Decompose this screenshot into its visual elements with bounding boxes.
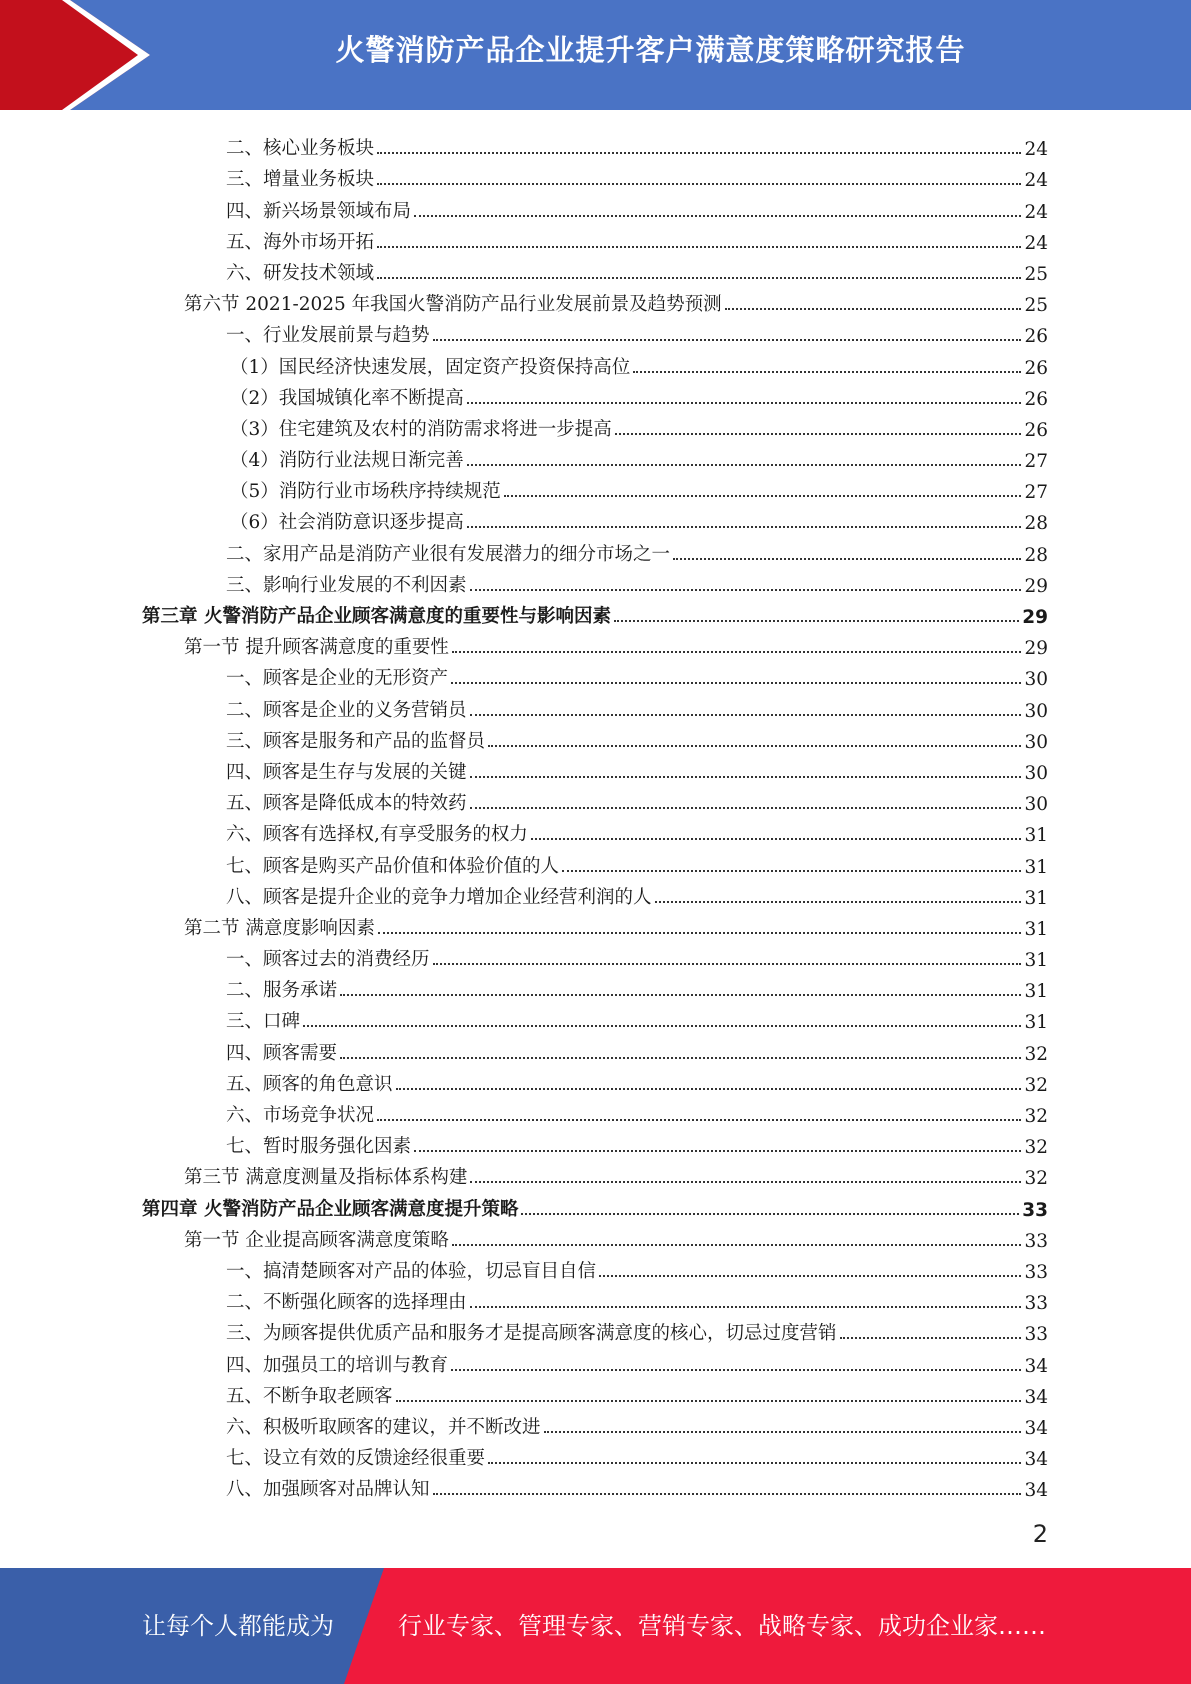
toc-entry-page: 32 bbox=[1024, 1137, 1048, 1159]
toc-entry-title: 三、口碑 bbox=[226, 1011, 301, 1033]
toc-entry-page: 27 bbox=[1024, 451, 1048, 473]
toc-entry-title: 一、行业发展前景与趋势 bbox=[226, 325, 430, 347]
toc-dot-leader bbox=[467, 526, 1022, 528]
toc-dot-leader bbox=[303, 1025, 1021, 1027]
toc-entry-title: 一、搞清楚顾客对产品的体验，切忌盲目自信 bbox=[226, 1260, 597, 1282]
page-footer bbox=[0, 1568, 1191, 1684]
toc-entry-page: 32 bbox=[1024, 1168, 1048, 1190]
toc-item-entry[interactable] bbox=[142, 1283, 1048, 1314]
toc-entry-title: 第一节 企业提高顾客满意度策略 bbox=[184, 1229, 449, 1251]
toc-entry-title: 二、不断强化顾客的选择理由 bbox=[226, 1292, 467, 1314]
toc-entry-page: 25 bbox=[1024, 295, 1048, 317]
toc-item-entry[interactable] bbox=[142, 1345, 1048, 1376]
toc-entry-page: 24 bbox=[1024, 201, 1048, 223]
toc-entry-title: （2）我国城镇化率不断提高 bbox=[230, 387, 464, 409]
toc-item-entry[interactable] bbox=[142, 815, 1048, 846]
toc-entry-page: 34 bbox=[1024, 1417, 1048, 1439]
toc-section-entry[interactable] bbox=[142, 285, 1048, 316]
toc-dot-leader bbox=[377, 152, 1021, 154]
toc-item-entry[interactable] bbox=[142, 1065, 1048, 1096]
toc-item-entry[interactable] bbox=[142, 878, 1048, 909]
toc-section-entry[interactable] bbox=[142, 1221, 1048, 1252]
toc-entry-title: 八、加强顾客对品牌认知 bbox=[226, 1479, 430, 1501]
toc-entry-page: 31 bbox=[1024, 918, 1048, 940]
toc-item-entry[interactable] bbox=[142, 566, 1048, 597]
toc-entry-title: 三、影响行业发展的不利因素 bbox=[226, 574, 467, 596]
toc-chapter-entry[interactable] bbox=[142, 1189, 1048, 1220]
footer-slogan-right: 行业专家、管理专家、营销专家、战略专家、成功企业家…… bbox=[398, 1612, 1046, 1640]
toc-entry-page: 24 bbox=[1024, 232, 1048, 254]
toc-dot-leader bbox=[504, 495, 1022, 497]
toc-item-entry[interactable] bbox=[142, 1096, 1048, 1127]
toc-entry-title: 第四章 火警消防产品企业顾客满意度提升策略 bbox=[142, 1198, 519, 1220]
toc-entry-page: 32 bbox=[1024, 1043, 1048, 1065]
toc-dot-leader bbox=[488, 745, 1021, 747]
toc-entry-page: 24 bbox=[1024, 139, 1048, 161]
toc-entry-title: 七、顾客是购买产品价值和体验价值的人 bbox=[226, 855, 560, 877]
toc-entry-title: 二、服务承诺 bbox=[226, 980, 338, 1002]
toc-item-entry[interactable] bbox=[142, 1470, 1048, 1501]
toc-item-entry[interactable] bbox=[142, 784, 1048, 815]
toc-dot-leader bbox=[562, 870, 1021, 872]
toc-entry-title: 第三章 火警消防产品企业顾客满意度的重要性与影响因素 bbox=[142, 606, 611, 627]
toc-dot-leader bbox=[633, 371, 1021, 373]
toc-item-entry[interactable] bbox=[142, 1033, 1048, 1064]
toc-entry-page: 24 bbox=[1024, 170, 1048, 192]
toc-entry-title: 二、核心业务板块 bbox=[226, 138, 375, 160]
toc-dot-leader bbox=[340, 994, 1021, 996]
toc-entry-title: （1）国民经济快速发展，固定资产投资保持高位 bbox=[230, 356, 631, 378]
toc-entry-page: 31 bbox=[1024, 981, 1048, 1003]
toc-item-entry[interactable] bbox=[142, 1252, 1048, 1283]
toc-entry-title: 五、顾客的角色意识 bbox=[226, 1073, 393, 1095]
table-of-contents bbox=[142, 129, 1048, 1501]
toc-dot-leader bbox=[725, 308, 1022, 310]
toc-entry-page: 33 bbox=[1024, 1293, 1048, 1315]
toc-item-entry[interactable] bbox=[142, 1408, 1048, 1439]
report-title: 火警消防产品企业提升客户满意度策略研究报告 bbox=[335, 33, 966, 67]
toc-dot-leader bbox=[378, 932, 1022, 934]
toc-entry-title: 六、积极听取顾客的建议，并不断改进 bbox=[226, 1416, 541, 1438]
toc-dot-leader bbox=[531, 838, 1022, 840]
toc-dot-leader bbox=[470, 807, 1022, 809]
toc-dot-leader bbox=[451, 682, 1021, 684]
toc-item-entry[interactable] bbox=[142, 690, 1048, 721]
toc-section-entry[interactable] bbox=[142, 628, 1048, 659]
toc-item-entry[interactable] bbox=[142, 223, 1048, 254]
toc-entry-title: 四、顾客需要 bbox=[226, 1042, 338, 1064]
toc-dot-leader bbox=[396, 1088, 1022, 1090]
header-arrow-decoration bbox=[0, 0, 160, 110]
toc-entry-title: 五、不断争取老顾客 bbox=[226, 1385, 393, 1407]
toc-entry-title: 七、设立有效的反馈途经很重要 bbox=[226, 1448, 486, 1470]
toc-chapter-entry[interactable] bbox=[142, 597, 1048, 628]
toc-entry-title: 第三节 满意度测量及指标体系构建 bbox=[184, 1167, 468, 1189]
toc-item-entry[interactable] bbox=[142, 347, 1048, 378]
toc-item-entry[interactable] bbox=[142, 441, 1048, 472]
toc-entry-title: 四、顾客是生存与发展的关键 bbox=[226, 761, 467, 783]
toc-entry-title: 二、顾客是企业的义务营销员 bbox=[226, 699, 467, 721]
toc-item-entry[interactable] bbox=[142, 940, 1048, 971]
toc-entry-page: 25 bbox=[1024, 263, 1048, 285]
toc-dot-leader bbox=[452, 1244, 1022, 1246]
toc-entry-title: 三、增量业务板块 bbox=[226, 169, 375, 191]
toc-dot-leader bbox=[467, 402, 1022, 404]
toc-entry-title: 五、顾客是降低成本的特效药 bbox=[226, 793, 467, 815]
toc-entry-title: 第一节 提升顾客满意度的重要性 bbox=[184, 637, 449, 659]
toc-entry-page: 28 bbox=[1024, 544, 1048, 566]
toc-dot-leader bbox=[414, 215, 1021, 217]
toc-item-entry[interactable] bbox=[142, 472, 1048, 503]
toc-entry-title: 七、暂时服务强化因素 bbox=[226, 1136, 412, 1158]
toc-entry-page: 34 bbox=[1024, 1386, 1048, 1408]
toc-entry-title: 五、海外市场开拓 bbox=[226, 231, 375, 253]
toc-entry-page: 34 bbox=[1024, 1449, 1048, 1471]
toc-entry-title: （3）住宅建筑及农村的消防需求将进一步提高 bbox=[230, 418, 612, 440]
toc-entry-page: 30 bbox=[1024, 669, 1048, 691]
page-header bbox=[0, 0, 1191, 110]
toc-entry-title: 八、顾客是提升企业的竞争力增加企业经营利润的人 bbox=[226, 886, 652, 908]
toc-entry-page: 33 bbox=[1024, 1261, 1048, 1283]
toc-entry-page: 32 bbox=[1024, 1074, 1048, 1096]
toc-dot-leader bbox=[377, 183, 1021, 185]
toc-dot-leader bbox=[414, 1150, 1021, 1152]
toc-item-entry[interactable] bbox=[142, 1314, 1048, 1345]
toc-dot-leader bbox=[433, 339, 1022, 341]
toc-item-entry[interactable] bbox=[142, 846, 1048, 877]
toc-dot-leader bbox=[521, 1213, 1019, 1215]
toc-entry-title: 六、市场竞争状况 bbox=[226, 1105, 375, 1126]
toc-entry-page: 33 bbox=[1024, 1324, 1048, 1346]
toc-dot-leader bbox=[396, 1400, 1022, 1402]
toc-entry-title: 三、顾客是服务和产品的监督员 bbox=[226, 730, 486, 752]
toc-item-entry[interactable] bbox=[142, 1002, 1048, 1033]
toc-entry-title: 第六节 2021-2025 年我国火警消防产品行业发展前景及趋势预测 bbox=[184, 294, 722, 316]
toc-dot-leader bbox=[840, 1337, 1022, 1339]
toc-entry-title: 六、研发技术领域 bbox=[226, 262, 375, 284]
toc-item-entry[interactable] bbox=[142, 160, 1048, 191]
toc-dot-leader bbox=[470, 1306, 1022, 1308]
toc-entry-title: 一、顾客是企业的无形资产 bbox=[226, 668, 449, 690]
toc-dot-leader bbox=[673, 558, 1021, 560]
toc-entry-page: 33 bbox=[1024, 1230, 1048, 1252]
toc-dot-leader bbox=[470, 589, 1022, 591]
toc-dot-leader bbox=[377, 277, 1021, 279]
toc-entry-page: 30 bbox=[1024, 731, 1048, 753]
toc-dot-leader bbox=[615, 433, 1022, 435]
toc-item-entry[interactable] bbox=[142, 1439, 1048, 1470]
page-number: 2 bbox=[1032, 1520, 1048, 1548]
toc-entry-page: 34 bbox=[1024, 1480, 1048, 1502]
toc-item-entry[interactable] bbox=[142, 659, 1048, 690]
toc-entry-title: 四、加强员工的培训与教育 bbox=[226, 1354, 449, 1376]
toc-item-entry[interactable] bbox=[142, 379, 1048, 410]
toc-item-entry[interactable] bbox=[142, 1127, 1048, 1158]
toc-entry-title: （5）消防行业市场秩序持续规范 bbox=[230, 481, 501, 503]
toc-item-entry[interactable] bbox=[142, 410, 1048, 441]
toc-entry-page: 26 bbox=[1024, 326, 1048, 348]
toc-dot-leader bbox=[433, 963, 1022, 965]
toc-dot-leader bbox=[452, 651, 1022, 653]
toc-entry-title: 三、为顾客提供优质产品和服务才是提高顾客满意度的核心，切忌过度营销 bbox=[226, 1323, 837, 1345]
toc-entry-title: 第二节 满意度影响因素 bbox=[184, 917, 375, 939]
toc-entry-page: 30 bbox=[1024, 794, 1048, 816]
toc-entry-page: 30 bbox=[1024, 762, 1048, 784]
toc-dot-leader bbox=[614, 620, 1019, 622]
toc-dot-leader bbox=[599, 1275, 1021, 1277]
toc-entry-page: 31 bbox=[1024, 1012, 1048, 1034]
toc-entry-page: 31 bbox=[1024, 856, 1048, 878]
toc-entry-page: 31 bbox=[1024, 950, 1048, 972]
toc-entry-page: 26 bbox=[1024, 357, 1048, 379]
toc-item-entry[interactable] bbox=[142, 971, 1048, 1002]
toc-entry-page: 29 bbox=[1024, 638, 1048, 660]
toc-item-entry[interactable] bbox=[142, 254, 1048, 285]
toc-entry-title: 一、顾客过去的消费经历 bbox=[226, 949, 430, 971]
toc-section-entry[interactable] bbox=[142, 1158, 1048, 1189]
toc-dot-leader bbox=[470, 1181, 1021, 1183]
toc-dot-leader bbox=[451, 1369, 1021, 1371]
toc-entry-page: 30 bbox=[1024, 700, 1048, 722]
toc-entry-page: 34 bbox=[1024, 1355, 1048, 1377]
toc-dot-leader bbox=[544, 1431, 1022, 1433]
toc-entry-title: （4）消防行业法规日渐完善 bbox=[230, 450, 464, 472]
toc-item-entry[interactable] bbox=[142, 503, 1048, 534]
toc-entry-page: 26 bbox=[1024, 419, 1048, 441]
toc-entry-page: 27 bbox=[1024, 482, 1048, 504]
toc-item-entry[interactable] bbox=[142, 722, 1048, 753]
toc-entry-title: （6）社会消防意识逐步提高 bbox=[230, 512, 464, 534]
toc-item-entry[interactable] bbox=[142, 753, 1048, 784]
toc-entry-page: 29 bbox=[1024, 575, 1048, 597]
toc-dot-leader bbox=[377, 246, 1021, 248]
toc-dot-leader bbox=[470, 776, 1022, 778]
toc-dot-leader bbox=[340, 1057, 1021, 1059]
toc-item-entry[interactable] bbox=[142, 191, 1048, 222]
toc-dot-leader bbox=[377, 1119, 1021, 1121]
toc-item-entry[interactable] bbox=[142, 316, 1048, 347]
toc-entry-title: 二、家用产品是消防产业很有发展潜力的细分市场之一 bbox=[226, 543, 671, 565]
toc-entry-page: 26 bbox=[1024, 388, 1048, 410]
toc-entry-page: 32 bbox=[1024, 1106, 1048, 1127]
toc-item-entry[interactable] bbox=[142, 129, 1048, 160]
toc-section-entry[interactable] bbox=[142, 909, 1048, 940]
toc-dot-leader bbox=[467, 464, 1022, 466]
footer-slogan-left: 让每个人都能成为 bbox=[142, 1612, 334, 1640]
toc-dot-leader bbox=[655, 901, 1022, 903]
toc-entry-page: 33 bbox=[1022, 1199, 1048, 1221]
toc-entry-page: 31 bbox=[1024, 825, 1048, 847]
toc-dot-leader bbox=[433, 1493, 1022, 1495]
toc-entry-page: 29 bbox=[1022, 607, 1048, 628]
toc-entry-title: 六、顾客有选择权,有享受服务的权力 bbox=[226, 824, 528, 846]
toc-dot-leader bbox=[488, 1462, 1021, 1464]
toc-dot-leader bbox=[470, 714, 1022, 716]
toc-entry-title: 四、新兴场景领域布局 bbox=[226, 200, 412, 222]
toc-item-entry[interactable] bbox=[142, 534, 1048, 565]
toc-entry-page: 31 bbox=[1024, 887, 1048, 909]
toc-entry-page: 28 bbox=[1024, 513, 1048, 535]
toc-item-entry[interactable] bbox=[142, 1377, 1048, 1408]
